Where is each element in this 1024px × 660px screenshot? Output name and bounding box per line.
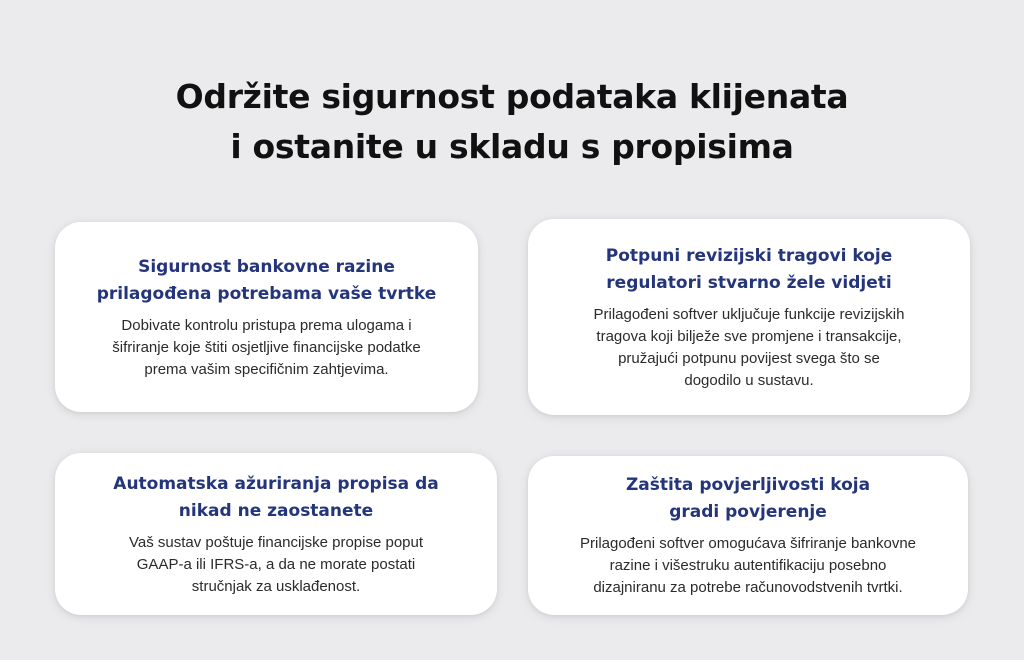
card-title-line: Sigurnost bankovne razine — [138, 256, 395, 277]
card-title-line: gradi povjerenje — [669, 502, 827, 522]
card-text-line: pružajući potpunu povijest svega što se — [618, 349, 880, 367]
card-text-line: Prilagođeni softver omogućava šifriranje bankovne — [579, 535, 917, 552]
card-text-line: dogodilo u sustavu. — [684, 371, 814, 389]
feature-card-audit-trails — [528, 219, 970, 415]
card-title — [97, 254, 437, 308]
card-title — [606, 243, 892, 297]
card-text-line: dizajniranu za potrebe računovodstvenih tvrtki. — [593, 579, 903, 596]
card-text-line: šifriranje koje štiti osjetljive financijske podatke — [112, 338, 421, 356]
card-title-line: Zaštita povjerljivosti koja — [625, 475, 871, 495]
card-description — [112, 315, 420, 381]
card-text-line: GAAP-a ili IFRS-a, a da ne morate postati — [136, 555, 416, 573]
card-text-line: stručnjak za usklađenost. — [191, 577, 361, 595]
card-text-line: Dobivate kontrolu pristupa prema ulogama i — [121, 316, 412, 334]
card-title — [113, 471, 438, 525]
card-title-line: regulatori stvarno žele vidjeti — [606, 272, 892, 293]
card-text-line: Vaš sustav poštuje financijske propise poput — [128, 533, 424, 551]
card-text-line: Prilagođeni softver uključuje funkcije revizijskih — [593, 305, 905, 323]
card-title-line: Potpuni revizijski tragovi koje — [605, 245, 893, 266]
card-description — [129, 532, 423, 598]
card-title-line: nikad ne zaostanete — [178, 500, 374, 521]
headline-line-1: Održite sigurnost podataka klijenata — [175, 77, 849, 117]
page-headline — [0, 72, 1024, 172]
card-text-line: tragova koji bilježe sve promjene i transakcije, — [596, 327, 902, 345]
headline-line-2: i ostanite u skladu s propisima — [230, 127, 794, 167]
card-title-line: Automatska ažuriranja propisa da — [113, 473, 439, 494]
card-description — [594, 304, 905, 392]
card-text-line: razine i višestruku autentifikaciju posebno — [609, 557, 887, 574]
card-text-line: prema vašim specifičnim zahtjevima. — [144, 360, 389, 378]
card-title-line: prilagođena potrebama vaše tvrtke — [96, 283, 437, 304]
card-description — [580, 533, 916, 599]
feature-card-regulation-updates — [55, 453, 497, 615]
feature-card-confidentiality — [528, 456, 968, 615]
feature-card-bank-level-security — [55, 222, 478, 412]
card-title — [626, 472, 870, 526]
